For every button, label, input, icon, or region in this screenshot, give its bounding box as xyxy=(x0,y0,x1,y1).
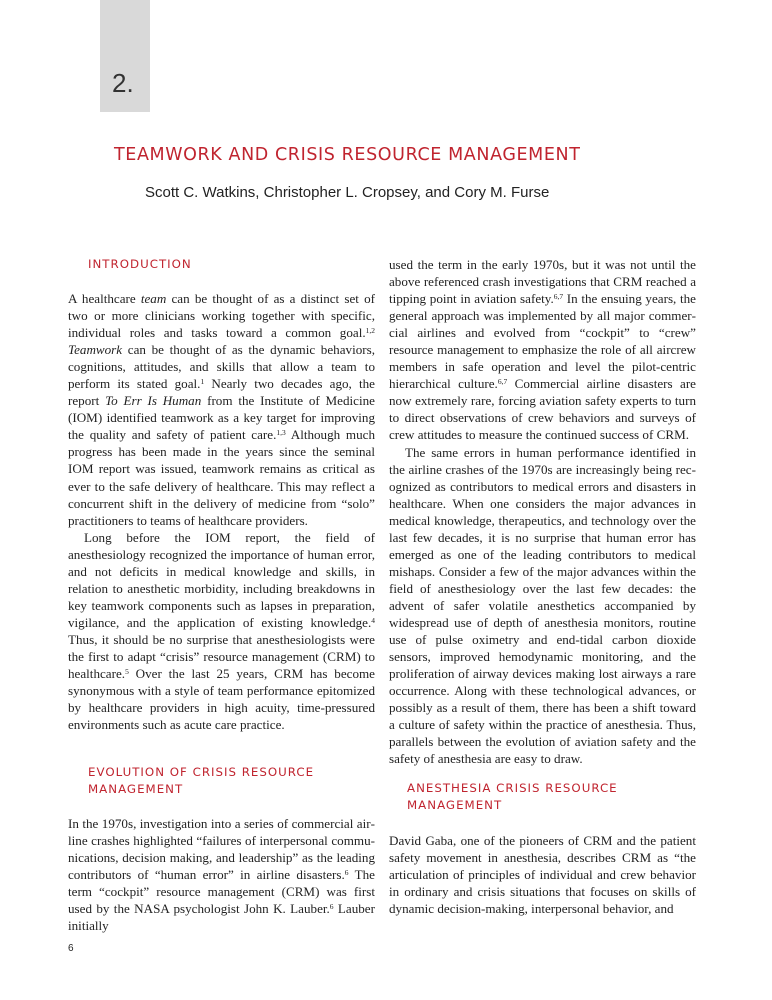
heading-anesthesia-crm: ANESTHESIA CRISIS RESOURCE MANAGEMENT xyxy=(407,781,618,812)
introduction-section xyxy=(68,290,375,733)
chapter-number: 2. xyxy=(112,68,134,98)
heading-introduction: INTRODUCTION xyxy=(88,257,192,271)
chapter-authors: Scott C. Watkins, Christopher L. Cropsey, and Cory M. Furse xyxy=(145,184,550,201)
page-number: 6 xyxy=(68,943,74,954)
right-column-text xyxy=(389,256,696,767)
heading-evolution: EVOLUTION OF CRISIS RESOURCE MANAGEMENT xyxy=(88,765,315,796)
anesthesia-section xyxy=(389,832,696,917)
evolution-paragraph-1: In the 1970s, investigation into a series of commercial airline crashes highlighted “failures of interpersonal communications, decision making, and leadership” as the leading contributors of “human error” in airline disasters.$^6$ The term “cockpit” resource management (CRM) was first used by the NASA psychologist John K. Lauber.$^6$ Lauber initially xyxy=(68,816,375,934)
intro-paragraph-1: A healthcare team can be thought of as a distinct set of two or more clinicians working together with specific, individual roles and tasks toward a common goal.$^{1,2}$ Teamwork can be thought of as the dynamic behaviors, cognitions, attitudes, and skills that allow a team to perform its stated goal.$^1$ Nearly two decades ago, the report To Err Is Human from the Institute of Medicine (IOM) identified teamwork as a key target for improving the quality and safety of patient care.$^{1,3}$ Although much progress has been made in the years since the seminal IOM report was issued, teamwork remains as critical as ever to the safe delivery of healthcare. This may reflect a concurrent shift in the delivery of medicine from “solo” practitioners to teams of healthcare providers. xyxy=(68,291,375,528)
right-paragraph-2: The same errors in human performance identified in the airline crashes of the 1970s are increasingly being recognized as contributors to medical errors and disasters in healthcare. When one considers the major advances in medical knowledge, therapeutics, and technology over the last few decades, it is no surprise that human error has emerged as one of the leading contributors to medical mishaps. Consider a few of the major advances within the field of anesthesiology over the last few decades: the advent of safer volatile anesthetics accompanied by widespread use of depth of anesthesia monitors, routine use of pulse oximetry and end-tidal carbon dioxide sensors, improved hemodynamic monitoring, and the proliferation of airway devices making lost airways a rare occurrence. Along with these technological advances, or possibly as a result of them, there has been a shift toward a culture of safety within the practice of anesthesia. Thus, parallels between the evolution of aviation safety and the safety of anesthesia are easy to draw. xyxy=(389,444,696,767)
chapter-title: TEAMWORK AND CRISIS RESOURCE MANAGEMENT xyxy=(114,145,581,165)
evolution-section xyxy=(68,815,375,934)
intro-paragraph-2: Long before the IOM report, the field of anesthesiology recognized the importance of human error, and not deficits in medical knowledge and skills, in relation to anesthetic morbidity, including breakdowns in key teamwork components such as lapses in preparation, vigilance, and the application of existing knowledge.$^4$ Thus, it should be no surprise that anesthesiologists were the first to adapt “crisis” resource management (CRM) to healthcare.$^5$ Over the last 25 years, CRM has become synonymous with a style of team performance epitomized by healthcare providers in high acuity, time-pressured environments such as acute care practice. xyxy=(68,529,375,733)
right-paragraph-1: used the term in the early 1970s, but it was not until the above referenced crash investigations that CRM reached a tipping point in aviation safety.$^{6,7}$ In the ensuing years, the general approach was implemented by all major commercial airlines and evolved from “cockpit” to “crew” resource management to emphasize the role of all aircrew members in safe operation and level the pilot-centric hierarchical culture.$^{6,7}$ Commercial airline disasters are now extremely rare, forcing aviation safety experts to turn to direct observations of crew behaviors and surveys of crew attitudes to measure the continued success of CRM. xyxy=(389,257,696,443)
anesthesia-paragraph-1: David Gaba, one of the pioneers of CRM and the patient safety movement in anesthesia, describes CRM as “the articulation of principles of individual and crew behavior in ordinary and crisis situations that focuses on skills of dynamic decision-making, interpersonal behavior, and xyxy=(389,833,696,917)
